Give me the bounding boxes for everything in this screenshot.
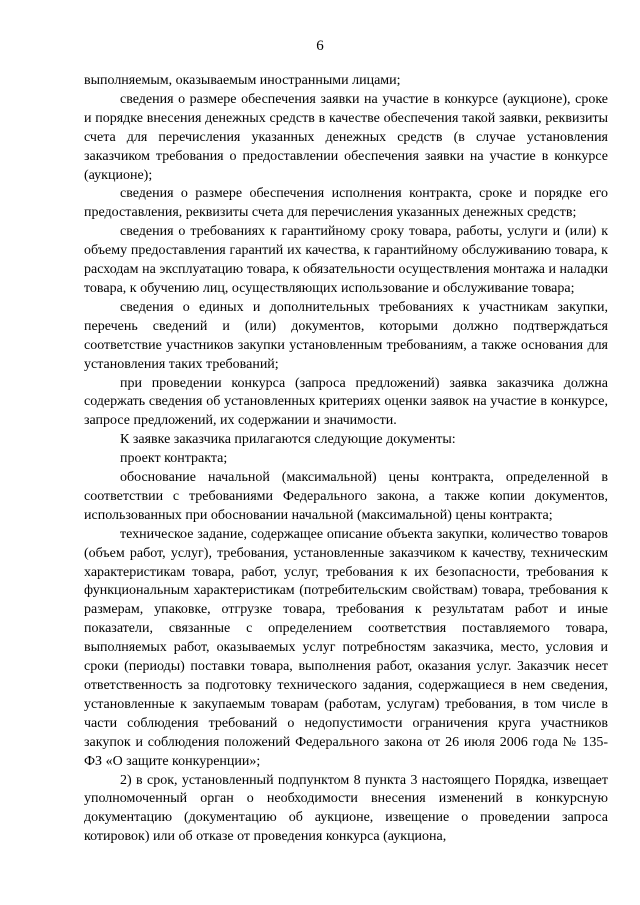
paragraph: выполняемым, оказываемым иностранными лицами; bbox=[84, 73, 401, 88]
paragraph: проект контракта; bbox=[120, 451, 228, 467]
paragraph: 2) в срок, установленный подпунктом 8 пункта 3 настоящего Порядка, извещает уполномоченный орган о необходимости внесения изменений в конкурсную документацию (документацию об аукционе, извещение о проведении запроса котировок) или об отказе от проведения конкурса (аукциона, bbox=[84, 772, 608, 845]
paragraph: при проведении конкурса (запроса предложений) заявка заказчика должна содержать сведения об установленных критериях оценки заявок на участие в конкурсе, запросе предложений, их содержании и значимости. bbox=[84, 375, 608, 429]
paragraph: сведения о размере обеспечения заявки на участие в конкурсе (аукционе), сроке и порядке внесения денежных средств в качестве обеспечения такой заявки, реквизиты счета для перечисления указанных денежных средств (в случае установления заказчиком требования о предоставлении обеспечения заявки на участие в конкурсе (аукционе); bbox=[84, 91, 608, 183]
paragraph: сведения о единых и дополнительных требованиях к участникам закупки, перечень сведений и (или) документов, которыми должно подтверждаться соответствие участников закупки установленным требованиям, а также основания для установления таких требований; bbox=[84, 299, 608, 372]
paragraph: К заявке заказчика прилагаются следующие документы: bbox=[120, 432, 456, 448]
paragraph: техническое задание, содержащее описание объекта закупки, количество товаров (объем работ, услуг), требования, установленные заказчиком к качеству, техническим характеристикам товара, работ, услуг, требования к их безопасности, требования к функциональным характеристикам (потребительским свойствам) товара, требования к размерам, упаковке, отгрузке товара, требования к результатам работ и иные показатели, связанные с определением соответствия поставляемого товара, выполняемых работ, оказываемых услуг потребностям заказчика, место, условия и сроки (периоды) поставки товара, выполнения работ, оказания услуг. Заказчик несет ответственность за подготовку технического задания, содержащиеся в нем сведения, установленные к закупаемым товарам (работам, услугам) требования, в том числе в части соблюдения требований о недопустимости ограничения круга участников закупок и соблюдения положений Федерального закона от 26 июля 2006 года № 135-ФЗ «О защите конкуренции»; bbox=[84, 526, 608, 769]
page-number: 6 bbox=[316, 38, 324, 54]
paragraph: сведения о размере обеспечения исполнения контракта, сроке и порядке его предоставления, реквизиты счета для перечисления указанных денежных средств; bbox=[84, 186, 608, 221]
paragraph: сведения о требованиях к гарантийному сроку товара, работы, услуги и (или) к объему предоставления гарантий их качества, к гарантийному обслуживанию товара, к расходам на эксплуатацию товара, к обязательности осуществления монтажа и наладки товара, к обучению лиц, осуществляющих использование и обслуживание товара; bbox=[84, 224, 608, 296]
document-body bbox=[84, 72, 608, 847]
paragraph: обоснование начальной (максимальной) цены контракта, определенной в соответствии с требованиями Федерального закона, а также копии документов, использованных при обосновании начальной (максимальной) цены контракта; bbox=[84, 470, 608, 523]
